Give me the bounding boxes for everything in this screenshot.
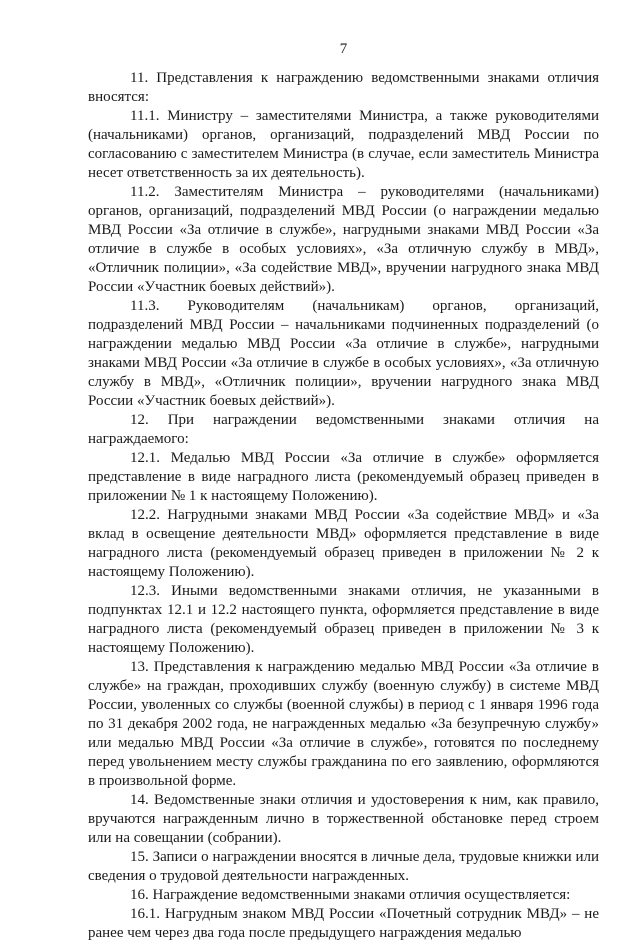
paragraph-14: 14. Ведомственные знаки отличия и удостоверения к ним, как правило, вручаются награжденным лично в торжественной обстановке перед строем или на совещании (собрании).	[88, 792, 599, 846]
paragraph-11-3: 11.3. Руководителям (начальникам) органов, организаций, подразделений МВД России – начальниками подчиненных подразделений (о награждении медалью МВД России «За отличие в службе», нагрудными знаками МВД России «За отличие в службе в особых условиях», «За отличную службу в МВД», «Отличник полиции», вручении нагрудного знака МВД России «Участник боевых действий»).	[88, 298, 599, 409]
document-page	[88, 40, 599, 943]
paragraph-16: 16. Награждение ведомственными знаками отличия осуществляется:	[130, 887, 571, 903]
paragraph-13: 13. Представления к награждению медалью МВД России «За отличие в службе» на граждан, проходивших службу (военную службу) в системе МВД России, уволенных со службы (военной службы) в период с 1 января 1996 года по 31 декабря 2002 года, не награжденных медалью «За безупречную службу» или медалью МВД России «За отличие в службе», готовятся по последнему перед увольнением месту службы гражданина по его заявлению, оформляются в произвольной форме.	[88, 659, 599, 789]
paragraph-12-2: 12.2. Нагрудными знаками МВД России «За содействие МВД» и «За вклад в освещение деятельности МВД» оформляется представление в виде наградного листа (рекомендуемый образец приведен в приложении № 2 к настоящему Положению).	[88, 507, 599, 580]
paragraph-12-3: 12.3. Иными ведомственными знаками отличия, не указанными в подпунктах 12.1 и 12.2 настоящего пункта, оформляется представление в виде наградного листа (рекомендуемый образец приведен в приложении № 3 к настоящему Положению).	[88, 583, 599, 656]
paragraph-12-1: 12.1. Медалью МВД России «За отличие в службе» оформляется представление в виде наградного листа (рекомендуемый образец приведен в приложении № 1 к настоящему Положению).	[88, 450, 599, 504]
paragraph-16-1: 16.1. Нагрудным знаком МВД России «Почетный сотрудник МВД» – не ранее чем через два года после предыдущего награждения медалью	[88, 906, 599, 941]
paragraph-11-2: 11.2. Заместителям Министра – руководителями (начальниками) органов, организаций, подразделений МВД России (о награждении медалью МВД России «За отличие в службе», нагрудными знаками МВД России «За отличие в службе в особых условиях», «За отличную службу в МВД», «Отличник полиции», «За содействие МВД», вручении нагрудного знака МВД России «Участник боевых действий»).	[88, 184, 599, 295]
paragraph-11: 11. Представления к награждению ведомственными знаками отличия вносятся:	[88, 70, 599, 105]
page-number: 7	[339, 41, 348, 57]
paragraph-11-1: 11.1. Министру – заместителями Министра, а также руководителями (начальниками) органов, организаций, подразделений МВД России по согласованию с заместителем Министра (в случае, если заместитель Министра несет ответственность за их деятельность).	[88, 108, 599, 181]
paragraph-12: 12. При награждении ведомственными знаками отличия на награждаемого:	[88, 412, 599, 447]
paragraph-15: 15. Записи о награждении вносятся в личные дела, трудовые книжки или сведения о трудовой деятельности награжденных.	[88, 849, 599, 884]
